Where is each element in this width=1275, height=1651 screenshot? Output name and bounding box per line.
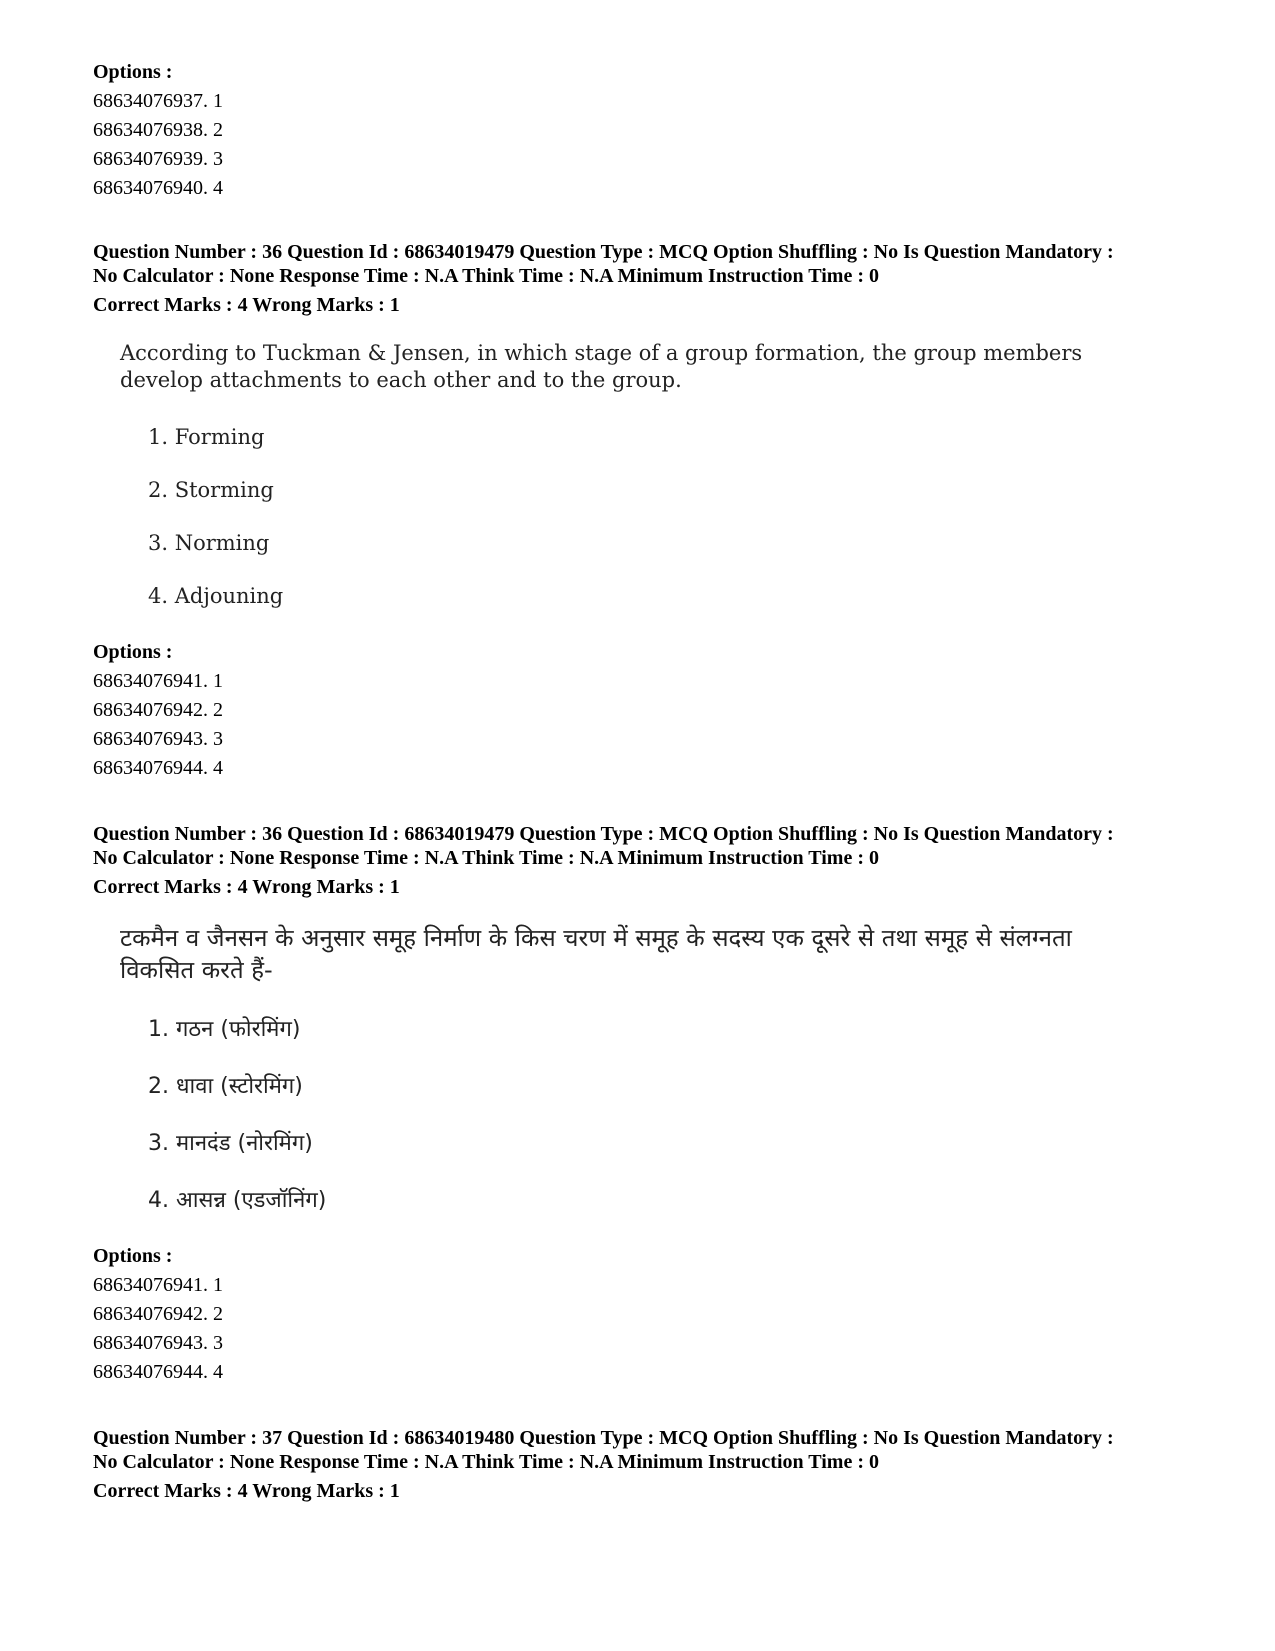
option-line: 68634076938. 2	[93, 119, 223, 141]
option-line: 68634076937. 1	[93, 90, 223, 112]
option-line: 68634076942. 2	[93, 699, 223, 721]
answer-choice: 2. Storming	[148, 478, 274, 502]
question-text-36-hi: टकमैन व जैनसन के अनुसार समूह निर्माण के किस चरण में समूह के सदस्य एक दूसरे से तथा समूह से संलग्नता विकसित करते हैं-	[120, 924, 1072, 984]
question-meta-line: Question Number : 37 Question Id : 68634019480 Question Type : MCQ Option Shuffling : No Is Question Mandatory :	[93, 1427, 1114, 1449]
question-meta-line: Question Number : 36 Question Id : 68634019479 Question Type : MCQ Option Shuffling : No Is Question Mandatory :	[93, 241, 1114, 263]
answer-choice: 4. Adjouning	[148, 584, 284, 608]
option-line: 68634076939. 3	[93, 148, 223, 170]
options-section-36-en	[93, 638, 1213, 783]
option-line: 68634076940. 4	[93, 177, 223, 199]
options-title: Options :	[93, 61, 173, 83]
answer-choice: 4. आसन्न (एडजॉनिंग)	[148, 1188, 327, 1213]
question-marks: Correct Marks : 4 Wrong Marks : 1	[93, 294, 400, 316]
question-marks: Correct Marks : 4 Wrong Marks : 1	[93, 1480, 400, 1502]
answer-choice: 3. मानदंड (नोरमिंग)	[148, 1131, 313, 1156]
option-line: 68634076941. 1	[93, 670, 223, 692]
question-meta-line: No Calculator : None Response Time : N.A Think Time : N.A Minimum Instruction Time : 0	[93, 265, 879, 287]
answer-choice: 3. Norming	[148, 531, 270, 555]
question-text-36-en: According to Tuckman & Jensen, in which stage of a group formation, the group members develop attachments to each other and to the group.	[120, 341, 1083, 392]
question-meta-line: No Calculator : None Response Time : N.A Think Time : N.A Minimum Instruction Time : 0	[93, 1451, 879, 1473]
option-line: 68634076943. 3	[93, 728, 223, 750]
answer-choice: 1. Forming	[148, 425, 265, 449]
question-meta-36-en	[93, 240, 1213, 317]
answer-choice: 2. धावा (स्टोरमिंग)	[148, 1074, 303, 1099]
option-line: 68634076943. 3	[93, 1332, 223, 1354]
question-marks: Correct Marks : 4 Wrong Marks : 1	[93, 876, 400, 898]
options-title: Options :	[93, 641, 173, 663]
answer-choice: 1. गठन (फोरमिंग)	[148, 1017, 301, 1042]
option-line: 68634076944. 4	[93, 757, 223, 779]
question-meta-37	[93, 1426, 1213, 1503]
question-meta-line: Question Number : 36 Question Id : 68634019479 Question Type : MCQ Option Shuffling : No Is Question Mandatory :	[93, 823, 1114, 845]
question-meta-36-hi	[93, 822, 1213, 899]
option-line: 68634076942. 2	[93, 1303, 223, 1325]
question-meta-line: No Calculator : None Response Time : N.A Think Time : N.A Minimum Instruction Time : 0	[93, 847, 879, 869]
option-line: 68634076944. 4	[93, 1361, 223, 1383]
options-section-previous	[93, 58, 1213, 203]
options-title: Options :	[93, 1245, 173, 1267]
options-section-36-hi	[93, 1242, 1213, 1387]
option-line: 68634076941. 1	[93, 1274, 223, 1296]
